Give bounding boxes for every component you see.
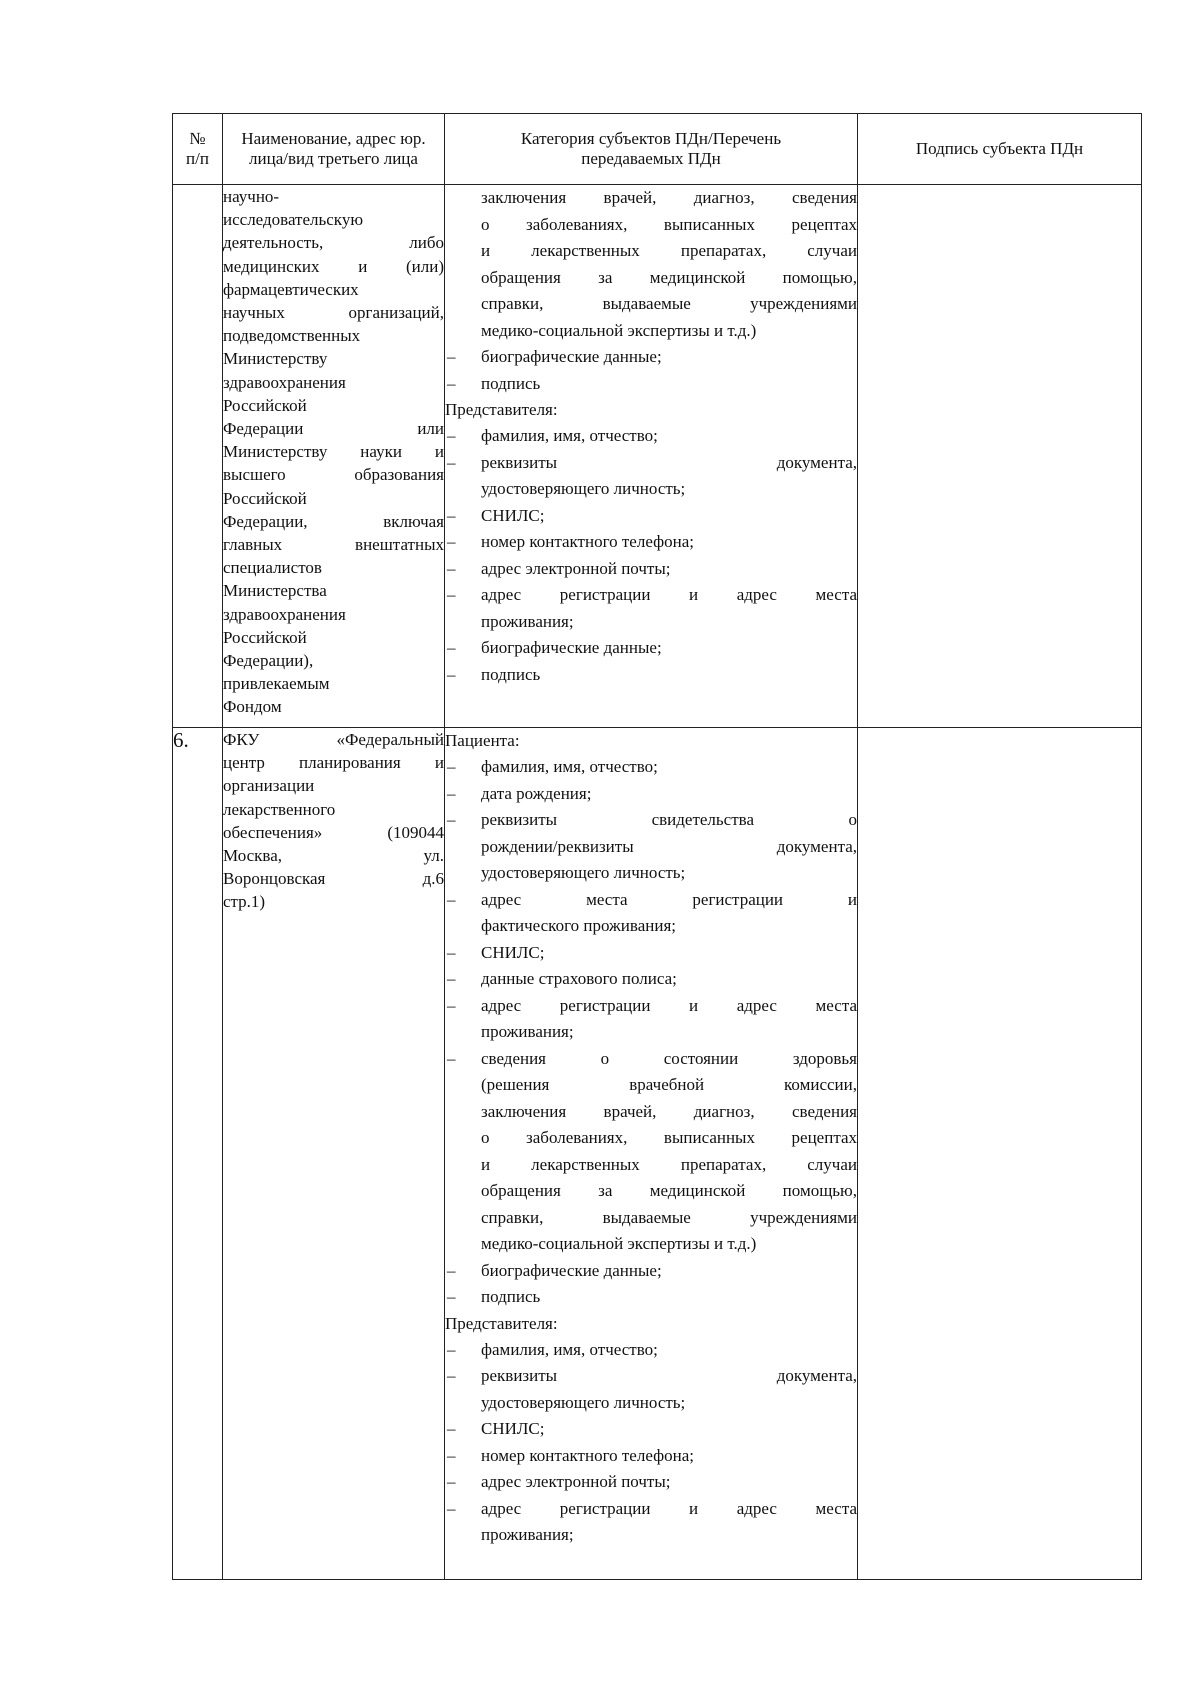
list-item-line: реквизиты документа,	[481, 452, 857, 472]
list-item	[445, 423, 857, 450]
list-item-line: проживания;	[481, 1022, 574, 1041]
dash-bullet-icon: –	[447, 1445, 456, 1465]
list-item	[445, 807, 857, 887]
list-item-line: фактического проживания;	[481, 916, 676, 935]
list-item-line: дата рождения;	[481, 783, 592, 803]
list-item-line: заключения врачей, диагноз, сведения	[481, 188, 857, 207]
list-item	[445, 781, 857, 808]
list-item	[445, 887, 857, 940]
representative-heading: Представителя:	[445, 1313, 558, 1333]
dash-bullet-icon: –	[447, 1260, 456, 1280]
list-item	[445, 1363, 857, 1416]
org-text-line: Москва, ул.	[223, 846, 444, 866]
list-item-line: медико-социальной экспертизы и т.д.)	[481, 320, 757, 340]
org-text-line: Министерству	[223, 349, 328, 369]
org-text-line: Министерству науки и	[223, 442, 444, 462]
dash-bullet-icon: –	[447, 969, 456, 988]
list-item	[445, 1046, 857, 1258]
org-text-line: Федерации или	[223, 419, 444, 439]
dash-bullet-icon: –	[447, 783, 456, 803]
list-item	[445, 582, 857, 635]
list-item	[445, 529, 857, 556]
header-signature: Подпись субъекта ПДн	[858, 114, 1142, 185]
dash-bullet-icon: –	[447, 889, 456, 909]
dash-bullet-icon: –	[447, 347, 456, 366]
org-text-line: стр.1)	[223, 892, 266, 912]
dash-bullet-icon: –	[447, 1339, 456, 1359]
dash-bullet-icon: –	[447, 1287, 456, 1306]
dash-bullet-icon: –	[447, 1498, 456, 1518]
list-item-line: СНИЛС;	[481, 942, 545, 962]
list-item-line: о заболеваниях, выписанных рецептах	[481, 214, 857, 234]
table-row	[173, 185, 1142, 728]
org-text-line: привлекаемым	[223, 674, 330, 694]
list-item-line: справки, выдаваемые учреждениями	[481, 1207, 857, 1227]
list-item-line: удостоверяющего личность;	[481, 1392, 686, 1412]
list-item	[445, 966, 857, 993]
list-item-line: проживания;	[481, 611, 574, 631]
list-item-line: сведения о состоянии здоровья	[481, 1048, 857, 1068]
list-item	[445, 993, 857, 1046]
dash-bullet-icon: –	[447, 1419, 456, 1438]
org-cell	[223, 185, 445, 728]
dash-bullet-icon: –	[447, 373, 456, 393]
list-item	[445, 503, 857, 530]
signature-cell	[858, 728, 1142, 1580]
dash-bullet-icon: –	[447, 505, 456, 525]
list-item-line: адрес регистрации и адрес места	[481, 1498, 857, 1518]
list-item-line: фамилия, имя, отчество;	[481, 1339, 658, 1359]
dash-bullet-icon: –	[447, 532, 456, 551]
list-item-line: данные страхового полиса;	[481, 969, 677, 988]
org-text-line: главных внештатных	[223, 535, 444, 555]
table-header-row	[173, 114, 1142, 185]
list-item-line: адрес регистрации и адрес места	[481, 995, 857, 1015]
list-item-line: биографические данные;	[481, 1260, 662, 1280]
row-number: 6.	[173, 728, 223, 1580]
org-text-line: медицинских и (или)	[223, 256, 444, 276]
list-item-line: адрес места регистрации и	[481, 889, 857, 909]
list-item-line: удостоверяющего личность;	[481, 479, 686, 498]
org-text-line: Воронцовская д.6	[223, 869, 444, 889]
dash-bullet-icon: –	[447, 638, 456, 657]
list-item-line: и лекарственных препаратах, случаи	[481, 1154, 857, 1174]
list-item-line: биографические данные;	[481, 638, 662, 657]
org-text-line: высшего образования	[223, 465, 444, 485]
dash-bullet-icon: –	[447, 1048, 456, 1068]
list-item-line: биографические данные;	[481, 347, 662, 366]
list-item-line: адрес электронной почты;	[481, 1472, 671, 1491]
list-item-line: подпись	[481, 664, 541, 684]
org-text-line: Российской	[223, 395, 307, 415]
list-item-line: адрес электронной почты;	[481, 558, 671, 578]
dash-bullet-icon: –	[447, 757, 456, 776]
org-text-line: Федерации),	[223, 651, 314, 671]
org-text-line: Фондом	[223, 697, 282, 717]
dash-bullet-icon: –	[447, 810, 456, 829]
org-text-line: деятельность, либо	[223, 233, 444, 253]
list-item-line: справки, выдаваемые учреждениями	[481, 294, 857, 313]
list-item-line: обращения за медицинской помощью,	[481, 1181, 857, 1200]
list-item-line: удостоверяющего личность;	[481, 863, 686, 882]
table-row	[173, 728, 1142, 1580]
org-text-line: научных организаций,	[223, 303, 444, 323]
header-category: Категория субъектов ПДн/Перечень передаваемых ПДн	[445, 114, 858, 185]
list-item-line: подпись	[481, 373, 541, 393]
org-text-line: научно-	[223, 187, 280, 206]
list-item-line: заключения врачей, диагноз, сведения	[481, 1101, 857, 1121]
dash-bullet-icon: –	[447, 452, 456, 472]
representative-heading: Представителя:	[445, 400, 558, 419]
org-text-line: ФКУ «Федеральный	[223, 730, 444, 749]
list-item-line: номер контактного телефона;	[481, 532, 694, 551]
list-item	[445, 1284, 857, 1311]
list-item-line: реквизиты документа,	[481, 1366, 857, 1385]
list-item-line: СНИЛС;	[481, 505, 545, 525]
list-item	[445, 1337, 857, 1364]
list-item-line: медико-социальной экспертизы и т.д.)	[481, 1234, 757, 1253]
org-text-line: центр планирования и	[223, 753, 444, 773]
list-item-line: и лекарственных препаратах, случаи	[481, 241, 857, 260]
list-item-line: адрес регистрации и адрес места	[481, 585, 857, 604]
org-text-line: организации	[223, 776, 315, 796]
list-item	[445, 344, 857, 371]
list-item-line: обращения за медицинской помощью,	[481, 267, 857, 287]
list-item	[445, 371, 857, 398]
list-item-line: реквизиты свидетельства о	[481, 810, 857, 829]
dash-bullet-icon: –	[447, 1366, 456, 1385]
dash-bullet-icon: –	[447, 942, 456, 962]
list-item-line: фамилия, имя, отчество;	[481, 757, 658, 776]
dash-bullet-icon: –	[447, 558, 456, 578]
category-cell	[445, 185, 858, 728]
org-text-line: Российской	[223, 627, 307, 647]
org-text-line: Федерации, включая	[223, 511, 444, 531]
list-item	[445, 754, 857, 781]
list-item	[445, 556, 857, 583]
org-text-line: здравоохранения	[223, 604, 346, 624]
list-item-line: фамилия, имя, отчество;	[481, 426, 658, 445]
org-text-line: обеспечения» (109044	[223, 822, 444, 842]
org-cell	[223, 728, 445, 1580]
dash-bullet-icon: –	[447, 585, 456, 604]
org-text-line: здравоохранения	[223, 372, 346, 392]
org-text-line: исследовательскую	[223, 210, 364, 230]
org-text-line: подведомственных	[223, 326, 361, 346]
category-cell	[445, 728, 858, 1580]
header-name: Наименование, адрес юр. лица/вид третьего лица	[223, 114, 445, 185]
list-item	[445, 635, 857, 662]
list-item	[445, 1469, 857, 1496]
list-item	[445, 940, 857, 967]
row-number	[173, 185, 223, 728]
list-item	[445, 1496, 857, 1549]
dash-bullet-icon: –	[447, 1472, 456, 1491]
dash-bullet-icon: –	[447, 995, 456, 1015]
org-text-line: фармацевтических	[223, 279, 359, 299]
list-item-line: о заболеваниях, выписанных рецептах	[481, 1128, 857, 1147]
patient-heading: Пациента:	[445, 731, 520, 750]
list-item	[445, 662, 857, 689]
list-item-line: подпись	[481, 1287, 541, 1306]
org-text-line: Министерства	[223, 581, 327, 601]
org-text-line: Российской	[223, 488, 307, 508]
org-text-line: лекарственного	[223, 799, 336, 819]
dash-bullet-icon: –	[447, 426, 456, 445]
list-item	[445, 1443, 857, 1470]
list-item	[445, 1416, 857, 1443]
third-party-table	[172, 113, 1142, 1580]
signature-cell	[858, 185, 1142, 728]
list-item-line: рождении/реквизиты документа,	[481, 836, 857, 856]
dash-bullet-icon: –	[447, 664, 456, 684]
org-text-line: специалистов	[223, 558, 322, 578]
list-item	[445, 450, 857, 503]
list-item-line: проживания;	[481, 1525, 574, 1544]
list-item-line: номер контактного телефона;	[481, 1445, 694, 1465]
list-item	[445, 1258, 857, 1285]
continuation-text	[445, 185, 857, 344]
list-item-line: (решения врачебной комиссии,	[481, 1075, 857, 1094]
list-item-line: СНИЛС;	[481, 1419, 545, 1438]
header-num: № п/п	[173, 114, 223, 185]
